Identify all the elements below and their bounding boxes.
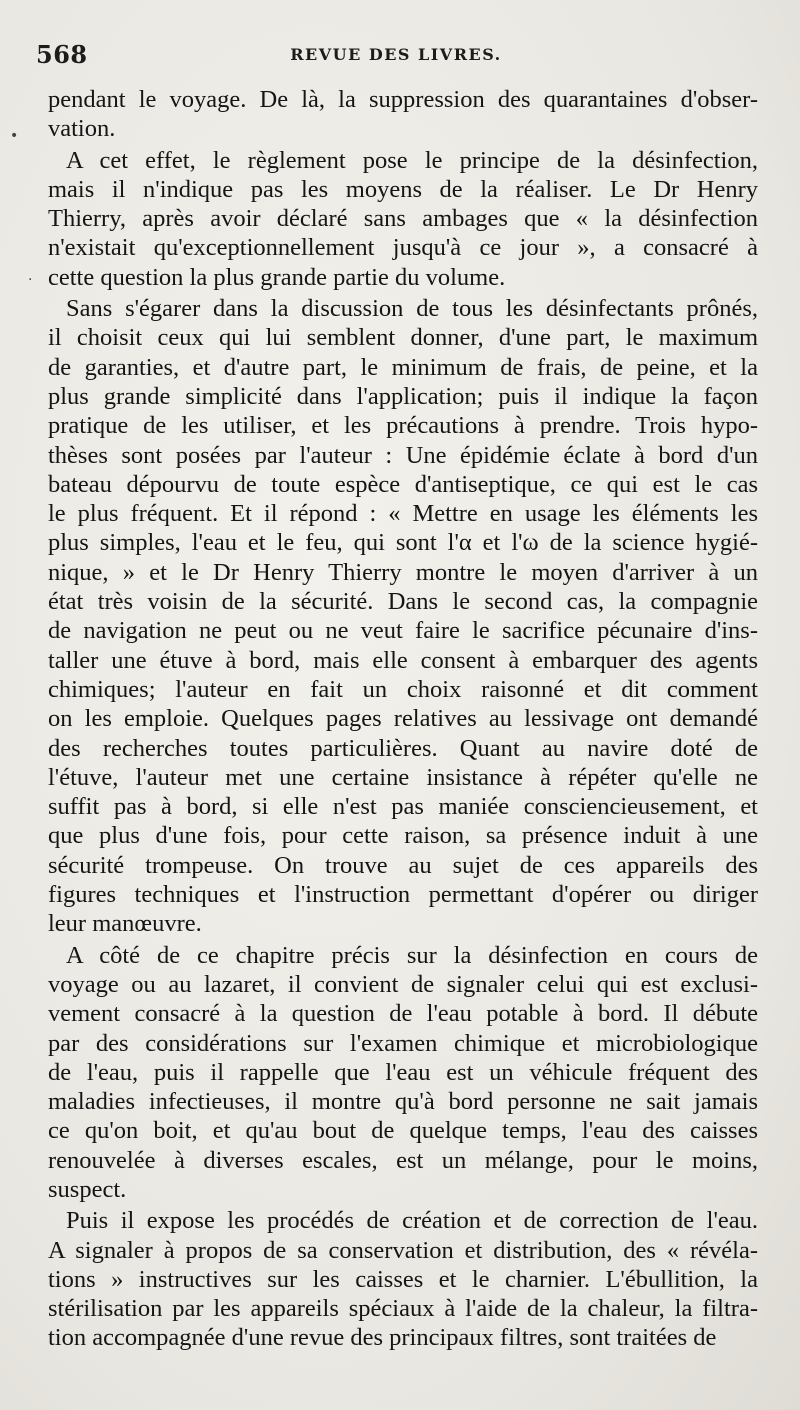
- text-line: tion accompagnée d'une revue des principaux filtres, sont traitées de: [48, 1324, 717, 1352]
- paragraph: [48, 146, 758, 292]
- text-line: Puis il expose les procédés de création et de correction de l'eau.: [66, 1207, 758, 1235]
- text-line: renouvelée à diverses escales, est un mélange, pour le moins,: [48, 1146, 758, 1174]
- text-line: de navigation ne peut ou ne veut faire le sacrifice pécunaire d'ins-: [48, 617, 758, 645]
- text-line: pendant le voyage. De là, la suppression des quarantaines d'obser-: [48, 86, 758, 113]
- text-line: il choisit ceux qui lui semblent donner, d'une part, le maximum: [48, 324, 758, 352]
- paragraph: [48, 85, 758, 144]
- text-line: A cet effet, le règlement pose le principe de la désinfection,: [66, 146, 758, 174]
- paragraph: [48, 294, 758, 939]
- text-line: taller une étuve à bord, mais elle consent à embarquer des agents: [48, 646, 758, 674]
- text-line: on les emploie. Quelques pages relatives au lessivage ont demandé: [48, 705, 758, 733]
- paragraph: [48, 941, 758, 1205]
- text-line: voyage ou au lazaret, il convient de signaler celui qui est exclusi-: [48, 970, 758, 998]
- page-header: [36, 40, 756, 76]
- text-line: des recherches toutes particulières. Quant au navire doté de: [48, 734, 758, 762]
- text-line: A signaler à propos de sa conservation et distribution, des « révéla-: [48, 1236, 758, 1264]
- text-line: par des considérations sur l'examen chimique et microbiologique: [48, 1029, 758, 1057]
- text-line: vement consacré à la question de l'eau potable à bord. Il débute: [48, 1000, 758, 1028]
- text-line: de garanties, et d'autre part, le minimum de frais, de peine, et la: [48, 353, 758, 381]
- text-line: de l'eau, puis il rappelle que l'eau est un véhicule fréquent des: [48, 1058, 758, 1086]
- text-line: A côté de ce chapitre précis sur la désinfection en cours de: [66, 941, 758, 969]
- text-line: état très voisin de la sécurité. Dans le second cas, la compagnie: [48, 588, 758, 616]
- text-line: suspect.: [48, 1175, 127, 1203]
- text-line: le plus fréquent. Et il répond : « Mettre en usage les éléments les: [48, 500, 758, 528]
- text-line: sécurité trompeuse. On trouve au sujet de ces appareils des: [48, 851, 758, 879]
- text-line: maladies infectieuses, il montre qu'à bord personne ne sait jamais: [48, 1088, 758, 1116]
- margin-mark: ·: [28, 272, 33, 288]
- text-line: tions » instructives sur les caisses et le charnier. L'ébullition, la: [48, 1265, 758, 1293]
- text-line: Sans s'égarer dans la discussion de tous les désinfectants prônés,: [66, 295, 758, 323]
- text-line: ce qu'on boit, et qu'au bout de quelque temps, l'eau des caisses: [48, 1117, 758, 1145]
- body-text: [48, 85, 758, 1353]
- running-title: REVUE DES LIVRES.: [290, 45, 502, 64]
- text-line: chimiques; l'auteur en fait un choix raisonné et dit comment: [48, 675, 758, 703]
- text-line: bateau dépourvu de toute espèce d'antiseptique, ce qui est le cas: [48, 470, 758, 498]
- text-line: vation.: [48, 115, 116, 143]
- text-line: nique, » et le Dr Henry Thierry montre le moyen d'arriver à un: [48, 558, 758, 586]
- text-line: leur manœuvre.: [48, 910, 202, 938]
- text-line: n'existait qu'exceptionnellement jusqu'à ce jour », a consacré à: [48, 234, 758, 262]
- text-line: pratique de les utiliser, et les précautions à prendre. Trois hypo-: [48, 412, 758, 440]
- text-line: que plus d'une fois, pour cette raison, sa présence induit à une: [48, 822, 758, 850]
- text-line: plus simples, l'eau et le feu, qui sont l'α et l'ω de la science hygié-: [48, 529, 758, 557]
- text-line: figures techniques et l'instruction permettant d'opérer ou diriger: [48, 881, 758, 909]
- text-line: plus grande simplicité dans l'application; puis il indique la façon: [48, 382, 758, 410]
- text-line: l'étuve, l'auteur met une certaine insistance à répéter qu'elle ne: [48, 763, 758, 791]
- text-line: Thierry, après avoir déclaré sans ambages que « la désinfection: [48, 205, 758, 233]
- text-line: stérilisation par les appareils spéciaux à l'aide de la chaleur, la filtra-: [48, 1295, 758, 1323]
- paragraph: [48, 1206, 758, 1352]
- text-line: thèses sont posées par l'auteur : Une épidémie éclate à bord d'un: [48, 441, 758, 469]
- text-line: mais il n'indique pas les moyens de la réaliser. Le Dr Henry: [48, 175, 758, 203]
- margin-mark: •: [10, 128, 19, 144]
- page-number: 568: [36, 40, 88, 69]
- text-line: suffit pas à bord, si elle n'est pas maniée consciencieusement, et: [48, 793, 758, 821]
- text-line: cette question la plus grande partie du volume.: [48, 263, 506, 291]
